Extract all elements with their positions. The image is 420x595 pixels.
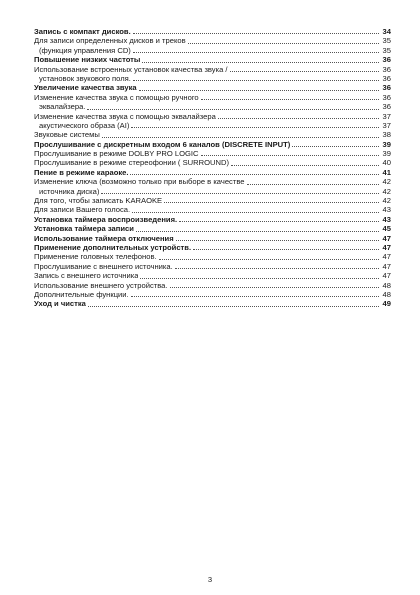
toc-entry-title: установок звукового поля. [39, 73, 131, 83]
toc-leader-dots [102, 136, 379, 138]
toc-entry-title: Изменение качества звука с помощью ручного [34, 92, 199, 102]
toc-entry-title: Использование встроенных установок качества звука / [34, 64, 228, 74]
toc-entry [34, 187, 391, 196]
toc-leader-dots [136, 230, 379, 232]
toc-leader-dots [131, 126, 379, 128]
toc-leader-dots [139, 89, 379, 91]
toc-leader-dots [179, 220, 379, 222]
toc-entry-page: 43 [382, 205, 391, 215]
toc-entry [34, 158, 391, 167]
toc-leader-dots [133, 51, 379, 53]
toc-entry-title: Прослушивание с дискретным входом 6 каналов (DISCRETE INPUT) [34, 139, 291, 149]
toc-entry-page: 49 [382, 299, 391, 309]
toc-leader-dots [133, 32, 379, 34]
toc-leader-dots [188, 42, 379, 44]
toc-entry-title: Дополнительные функции. [34, 289, 129, 299]
toc-leader-dots [230, 70, 379, 72]
toc-entry [34, 121, 391, 130]
toc-entry-page: 36 [382, 55, 391, 65]
toc-entry-page: 37 [382, 120, 391, 130]
toc-entry-page: 37 [382, 111, 391, 121]
toc-leader-dots [142, 61, 379, 63]
toc-entry-title: Прослушивание с внешнего источника. [34, 261, 173, 271]
toc-entry [34, 271, 391, 280]
toc-leader-dots [88, 305, 379, 307]
toc-entry [34, 130, 391, 139]
toc-entry-page: 36 [382, 92, 391, 102]
toc-leader-dots [140, 277, 379, 279]
toc-entry [34, 281, 391, 290]
toc-entry [34, 196, 391, 205]
toc-entry-title: Повышение низких частоты [34, 55, 141, 65]
toc-leader-dots [292, 145, 379, 147]
toc-entry [34, 55, 391, 64]
toc-entry [34, 177, 391, 186]
toc-entry [34, 112, 391, 121]
toc-entry [34, 27, 391, 36]
toc-entry-page: 36 [382, 64, 391, 74]
toc-entry-title: Применение дополнительных устройств. [34, 242, 192, 252]
toc-entry [34, 149, 391, 158]
toc-entry-title: Звуковые системы [34, 130, 100, 140]
toc-entry-page: 47 [382, 233, 391, 243]
toc-entry-page: 47 [382, 261, 391, 271]
toc-entry-title: Использование таймера отключения [34, 233, 174, 243]
toc-entry [34, 74, 391, 83]
toc-leader-dots [201, 154, 380, 156]
table-of-contents [34, 27, 391, 309]
toc-entry-title: Уход и чистка [34, 299, 86, 309]
toc-leader-dots [159, 258, 379, 260]
toc-entry-page: 48 [382, 289, 391, 299]
toc-entry-page: 43 [382, 214, 391, 224]
toc-entry-title: Применение головных телефонов. [34, 252, 157, 262]
toc-entry-page: 47 [382, 252, 391, 262]
toc-entry-page: 40 [382, 158, 391, 168]
toc-entry-title: Изменение качества звука с помощью эквалайзера [34, 111, 216, 121]
toc-entry-page: 35 [382, 45, 391, 55]
toc-entry-title: Использование внешнего устройства. [34, 280, 168, 290]
toc-entry-title: Для записи определенных дисков и треков [34, 36, 186, 46]
toc-leader-dots [193, 248, 379, 250]
toc-leader-dots [87, 108, 379, 110]
toc-entry-page: 39 [382, 139, 391, 149]
toc-leader-dots [175, 267, 379, 269]
toc-entry [34, 36, 391, 45]
toc-entry [34, 224, 391, 233]
toc-entry [34, 290, 391, 299]
page-number: 3 [207, 575, 213, 584]
toc-entry [34, 65, 391, 74]
toc-entry-title: Запись с внешнего источника [34, 271, 139, 281]
toc-entry-title: Установка таймера воспроизведения. [34, 214, 178, 224]
toc-leader-dots [170, 286, 380, 288]
toc-entry-title: (функция управления CD) [39, 45, 131, 55]
toc-entry-page: 42 [382, 177, 391, 187]
toc-entry [34, 234, 391, 243]
toc-entry [34, 205, 391, 214]
toc-leader-dots [131, 295, 379, 297]
toc-entry-page: 48 [382, 280, 391, 290]
toc-entry-title: Установка таймера записи [34, 224, 134, 234]
toc-entry-page: 35 [382, 36, 391, 46]
toc-leader-dots [176, 239, 379, 241]
toc-entry-title: Изменение ключа (возможно только при выборе в качестве [34, 177, 245, 187]
toc-entry-title: Прослушивание в режиме стереофонии ( SURROUND) [34, 158, 229, 168]
toc-entry [34, 83, 391, 92]
toc-entry-title: Пение в режиме караоке. [34, 167, 129, 177]
toc-leader-dots [231, 164, 379, 166]
toc-entry-page: 36 [382, 102, 391, 112]
toc-entry [34, 140, 391, 149]
toc-entry [34, 93, 391, 102]
toc-entry-page: 39 [382, 149, 391, 159]
toc-leader-dots [132, 211, 379, 213]
toc-entry-page: 42 [382, 196, 391, 206]
toc-entry-title: Для записи Вашего голоса. [34, 205, 131, 215]
toc-entry [34, 299, 391, 308]
toc-entry-page: 36 [382, 83, 391, 93]
toc-entry-page: 36 [382, 73, 391, 83]
toc-entry [34, 252, 391, 261]
toc-entry-title: Прослушивание в режиме DOLBY PRO LOGIC [34, 149, 199, 159]
toc-entry [34, 46, 391, 55]
toc-entry [34, 215, 391, 224]
toc-leader-dots [133, 79, 379, 81]
toc-entry [34, 168, 391, 177]
toc-entry-title: акустического образа (AI) [39, 120, 130, 130]
toc-entry-title: Запись с компакт дисков. [34, 26, 131, 36]
toc-entry-title: источника диска) [39, 186, 100, 196]
toc-entry-page: 47 [382, 242, 391, 252]
toc-entry [34, 102, 391, 111]
toc-entry [34, 243, 391, 252]
toc-entry-page: 34 [382, 26, 391, 36]
toc-leader-dots [101, 192, 379, 194]
toc-entry-page: 47 [382, 271, 391, 281]
toc-leader-dots [130, 173, 379, 175]
toc-entry [34, 262, 391, 271]
toc-entry-page: 45 [382, 224, 391, 234]
toc-entry-title: Для того, чтобы записать KARAOKE [34, 196, 163, 206]
toc-entry-title: эквалайзера. [39, 102, 86, 112]
toc-entry-page: 38 [382, 130, 391, 140]
toc-entry-page: 41 [382, 167, 391, 177]
toc-leader-dots [164, 201, 379, 203]
toc-leader-dots [247, 183, 380, 185]
toc-entry-title: Увеличение качества звука [34, 83, 137, 93]
toc-leader-dots [201, 98, 379, 100]
toc-leader-dots [218, 117, 379, 119]
toc-entry-page: 42 [382, 186, 391, 196]
